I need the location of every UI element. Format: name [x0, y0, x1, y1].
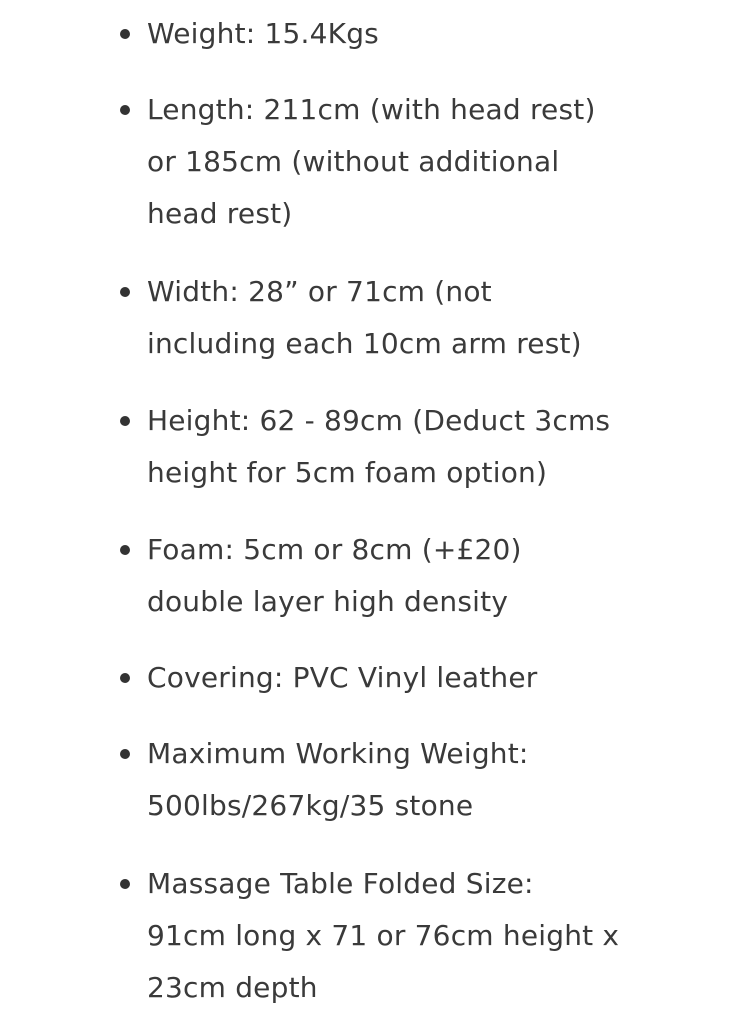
bullet-icon: [120, 29, 130, 39]
spec-line: Width: 28” or 71cm (not: [147, 275, 492, 308]
spec-line: Covering: PVC Vinyl leather: [147, 661, 538, 694]
spec-line: Length: 211cm (with head rest): [147, 93, 596, 126]
bullet-icon: [120, 673, 130, 683]
spec-line: 500lbs/267kg/35 stone: [147, 789, 474, 822]
spec-line: 23cm depth: [147, 971, 318, 1004]
spec-line: Massage Table Folded Size:: [147, 867, 534, 900]
spec-line: 91cm long x 71 or 76cm height x: [147, 919, 620, 952]
spec-line: double layer high density: [147, 585, 509, 618]
bullet-icon: [120, 416, 130, 426]
spec-line: Weight: 15.4Kgs: [147, 17, 379, 50]
spec-line: Foam: 5cm or 8cm (+£20): [147, 533, 522, 566]
bullet-icon: [120, 879, 130, 889]
bullet-icon: [120, 545, 130, 555]
spec-line: or 185cm (without additional: [147, 145, 560, 178]
bullet-icon: [120, 105, 130, 115]
spec-line: head rest): [147, 197, 293, 230]
spec-line: including each 10cm arm rest): [147, 327, 582, 360]
spec-line: Maximum Working Weight:: [147, 737, 529, 770]
spec-line: height for 5cm foam option): [147, 456, 548, 489]
bullet-icon: [120, 287, 130, 297]
bullet-icon: [120, 749, 130, 759]
spec-line: Height: 62 - 89cm (Deduct 3cms: [147, 404, 611, 437]
